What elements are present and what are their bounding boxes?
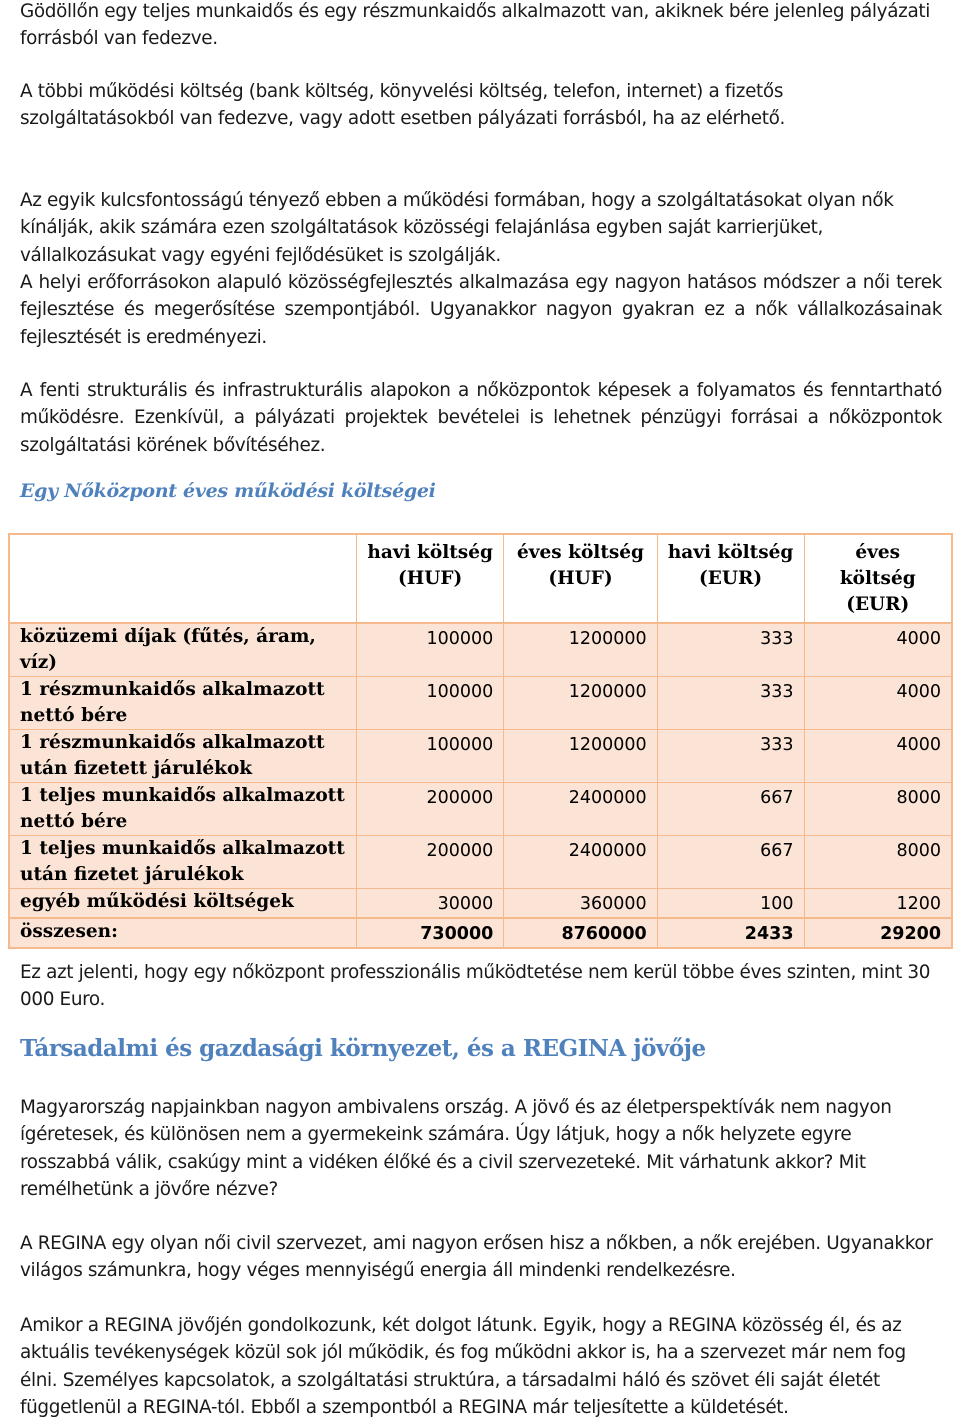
cell-value: 1200000 [504, 730, 657, 783]
paragraph-4 [20, 269, 942, 351]
paragraph-7 [20, 1230, 942, 1285]
paragraph-text: A REGINA egy olyan női civil szervezet, ami nagyon erősen hisz a nőkben, a nők erejében. Ugyanakkor világos számunkra, hogy véges mennyiségű energia áll mindenki rendelkezésre. [20, 1233, 933, 1282]
header-cell: havi költség (HUF) [357, 534, 504, 623]
total-value: 730000 [357, 918, 504, 948]
cell-value: 1200000 [504, 677, 657, 730]
row-label: 1 részmunkaidős alkalmazott után fizetett járulékok [9, 730, 357, 783]
table-row [9, 623, 952, 677]
table-heading-text: Egy Nőközpont éves működési költségei [20, 480, 436, 502]
table-header-row [9, 534, 952, 623]
row-label: egyéb működési költségek [9, 889, 357, 919]
row-label: 1 teljes munkaidős alkalmazott nettó bére [9, 783, 357, 836]
paragraph-2 [20, 78, 942, 133]
row-label: 1 részmunkaidős alkalmazott nettó bére [9, 677, 357, 730]
cell-value: 2400000 [504, 783, 657, 836]
paragraph-text: A helyi erőforrásokon alapuló közösségfejlesztés alkalmazása egy nagyon hatásos módszer a női terek fejlesztése és megerősítése szempontjából. Ugyanakkor nagyon gyakran ez a nők vállalkozásainak fejlesztését is eredményezi. [20, 272, 942, 348]
paragraph-8 [20, 1312, 942, 1421]
cell-value: 1200 [804, 889, 952, 919]
cell-value: 2400000 [504, 836, 657, 889]
cell-value: 4000 [804, 623, 952, 677]
paragraph-text: Gödöllőn egy teljes munkaidős és egy részmunkaidős alkalmazott van, akiknek bére jelenleg pályázati forrásból van fedezve. [20, 1, 930, 50]
paragraph-6 [20, 1094, 942, 1203]
total-label: összesen: [9, 918, 357, 948]
cell-value: 333 [657, 677, 804, 730]
table-row [9, 677, 952, 730]
cell-value: 100000 [357, 677, 504, 730]
row-label: közüzemi díjak (fűtés, áram, víz) [9, 623, 357, 677]
table-heading [20, 480, 942, 502]
cell-value: 8000 [804, 783, 952, 836]
table-total-row [9, 918, 952, 948]
cell-value: 4000 [804, 730, 952, 783]
cell-value: 200000 [357, 783, 504, 836]
section-heading [20, 1035, 942, 1062]
cell-value: 200000 [357, 836, 504, 889]
cell-value: 8000 [804, 836, 952, 889]
cell-value: 100000 [357, 730, 504, 783]
paragraph-3 [20, 187, 942, 269]
cell-value: 1200000 [504, 623, 657, 677]
total-value: 29200 [804, 918, 952, 948]
cell-value: 667 [657, 783, 804, 836]
header-cell: éves költség (EUR) [804, 534, 952, 623]
paragraph-5 [20, 377, 942, 459]
cell-value: 333 [657, 623, 804, 677]
paragraph-text: Ez azt jelenti, hogy egy nőközpont professzionális működtetése nem kerül többe éves szinten, mint 30 000 Euro. [20, 962, 931, 1011]
header-empty-cell [9, 534, 357, 623]
cost-table [8, 533, 953, 949]
paragraph-text: Amikor a REGINA jövőjén gondolkozunk, két dolgot látunk. Egyik, hogy a REGINA közösség él, és az aktuális tevékenységek közül sok jól működik, és fog működni akkor is, ha a szervezet már nem fog élni. Személyes kapcsolatok, a szolgáltatási struktúra, a társadalmi háló és szövet éli saját életét függetlenül a REGINA-tól. Ebből a szempontból a REGINA már teljesítette a küldetését. [20, 1315, 906, 1418]
paragraph-text: A fenti strukturális és infrastrukturális alapokon a nőközpontok képesek a folyamatos és fenntartható működésre. Ezenkívül, a pályázati projektek bevételei is lehetnek pénzügyi forrásai a nőközpontok szolgáltatási körének bővítéséhez. [20, 380, 942, 456]
total-value: 2433 [657, 918, 804, 948]
table-row [9, 836, 952, 889]
paragraph-text: Magyarország napjainkban nagyon ambivalens ország. A jövő és az életperspektívák nem nagyon ígéretesek, és különösen nem a gyermekeink számára. Úgy látjuk, hogy a nők helyzete egyre rosszabbá válik, csakúgy mint a vidéken élőké és a civil szervezeteké. Mit várhatunk akkor? Mit remélhetünk a jövőre nézve? [20, 1097, 892, 1200]
cell-value: 4000 [804, 677, 952, 730]
cell-value: 100 [657, 889, 804, 919]
total-value: 8760000 [504, 918, 657, 948]
paragraph-text: Az egyik kulcsfontosságú tényező ebben a működési formában, hogy a szolgáltatásokat olyan nők kínálják, akik számára ezen szolgáltatások közösségi felajánlása egyben saját karrierjüket, vállalkozásukat vagy egyéni fejlődésüket is szolgálják. [20, 190, 894, 266]
table-row [9, 730, 952, 783]
cell-value: 667 [657, 836, 804, 889]
paragraph-text: A többi működési költség (bank költség, könyvelési költség, telefon, internet) a fizetős szolgáltatásokból van fedezve, vagy adott esetben pályázati forrásból, ha az elérhető. [20, 81, 785, 130]
paragraph-1 [20, 0, 942, 53]
table-row [9, 783, 952, 836]
cell-value: 30000 [357, 889, 504, 919]
header-cell: havi költség (EUR) [657, 534, 804, 623]
row-label: 1 teljes munkaidős alkalmazott után fizetet járulékok [9, 836, 357, 889]
table-row [9, 889, 952, 919]
cell-value: 333 [657, 730, 804, 783]
after-table-paragraph [20, 959, 942, 1014]
header-cell: éves költség (HUF) [504, 534, 657, 623]
section-heading-text: Társadalmi és gazdasági környezet, és a REGINA jövője [20, 1035, 706, 1062]
cell-value: 360000 [504, 889, 657, 919]
cell-value: 100000 [357, 623, 504, 677]
